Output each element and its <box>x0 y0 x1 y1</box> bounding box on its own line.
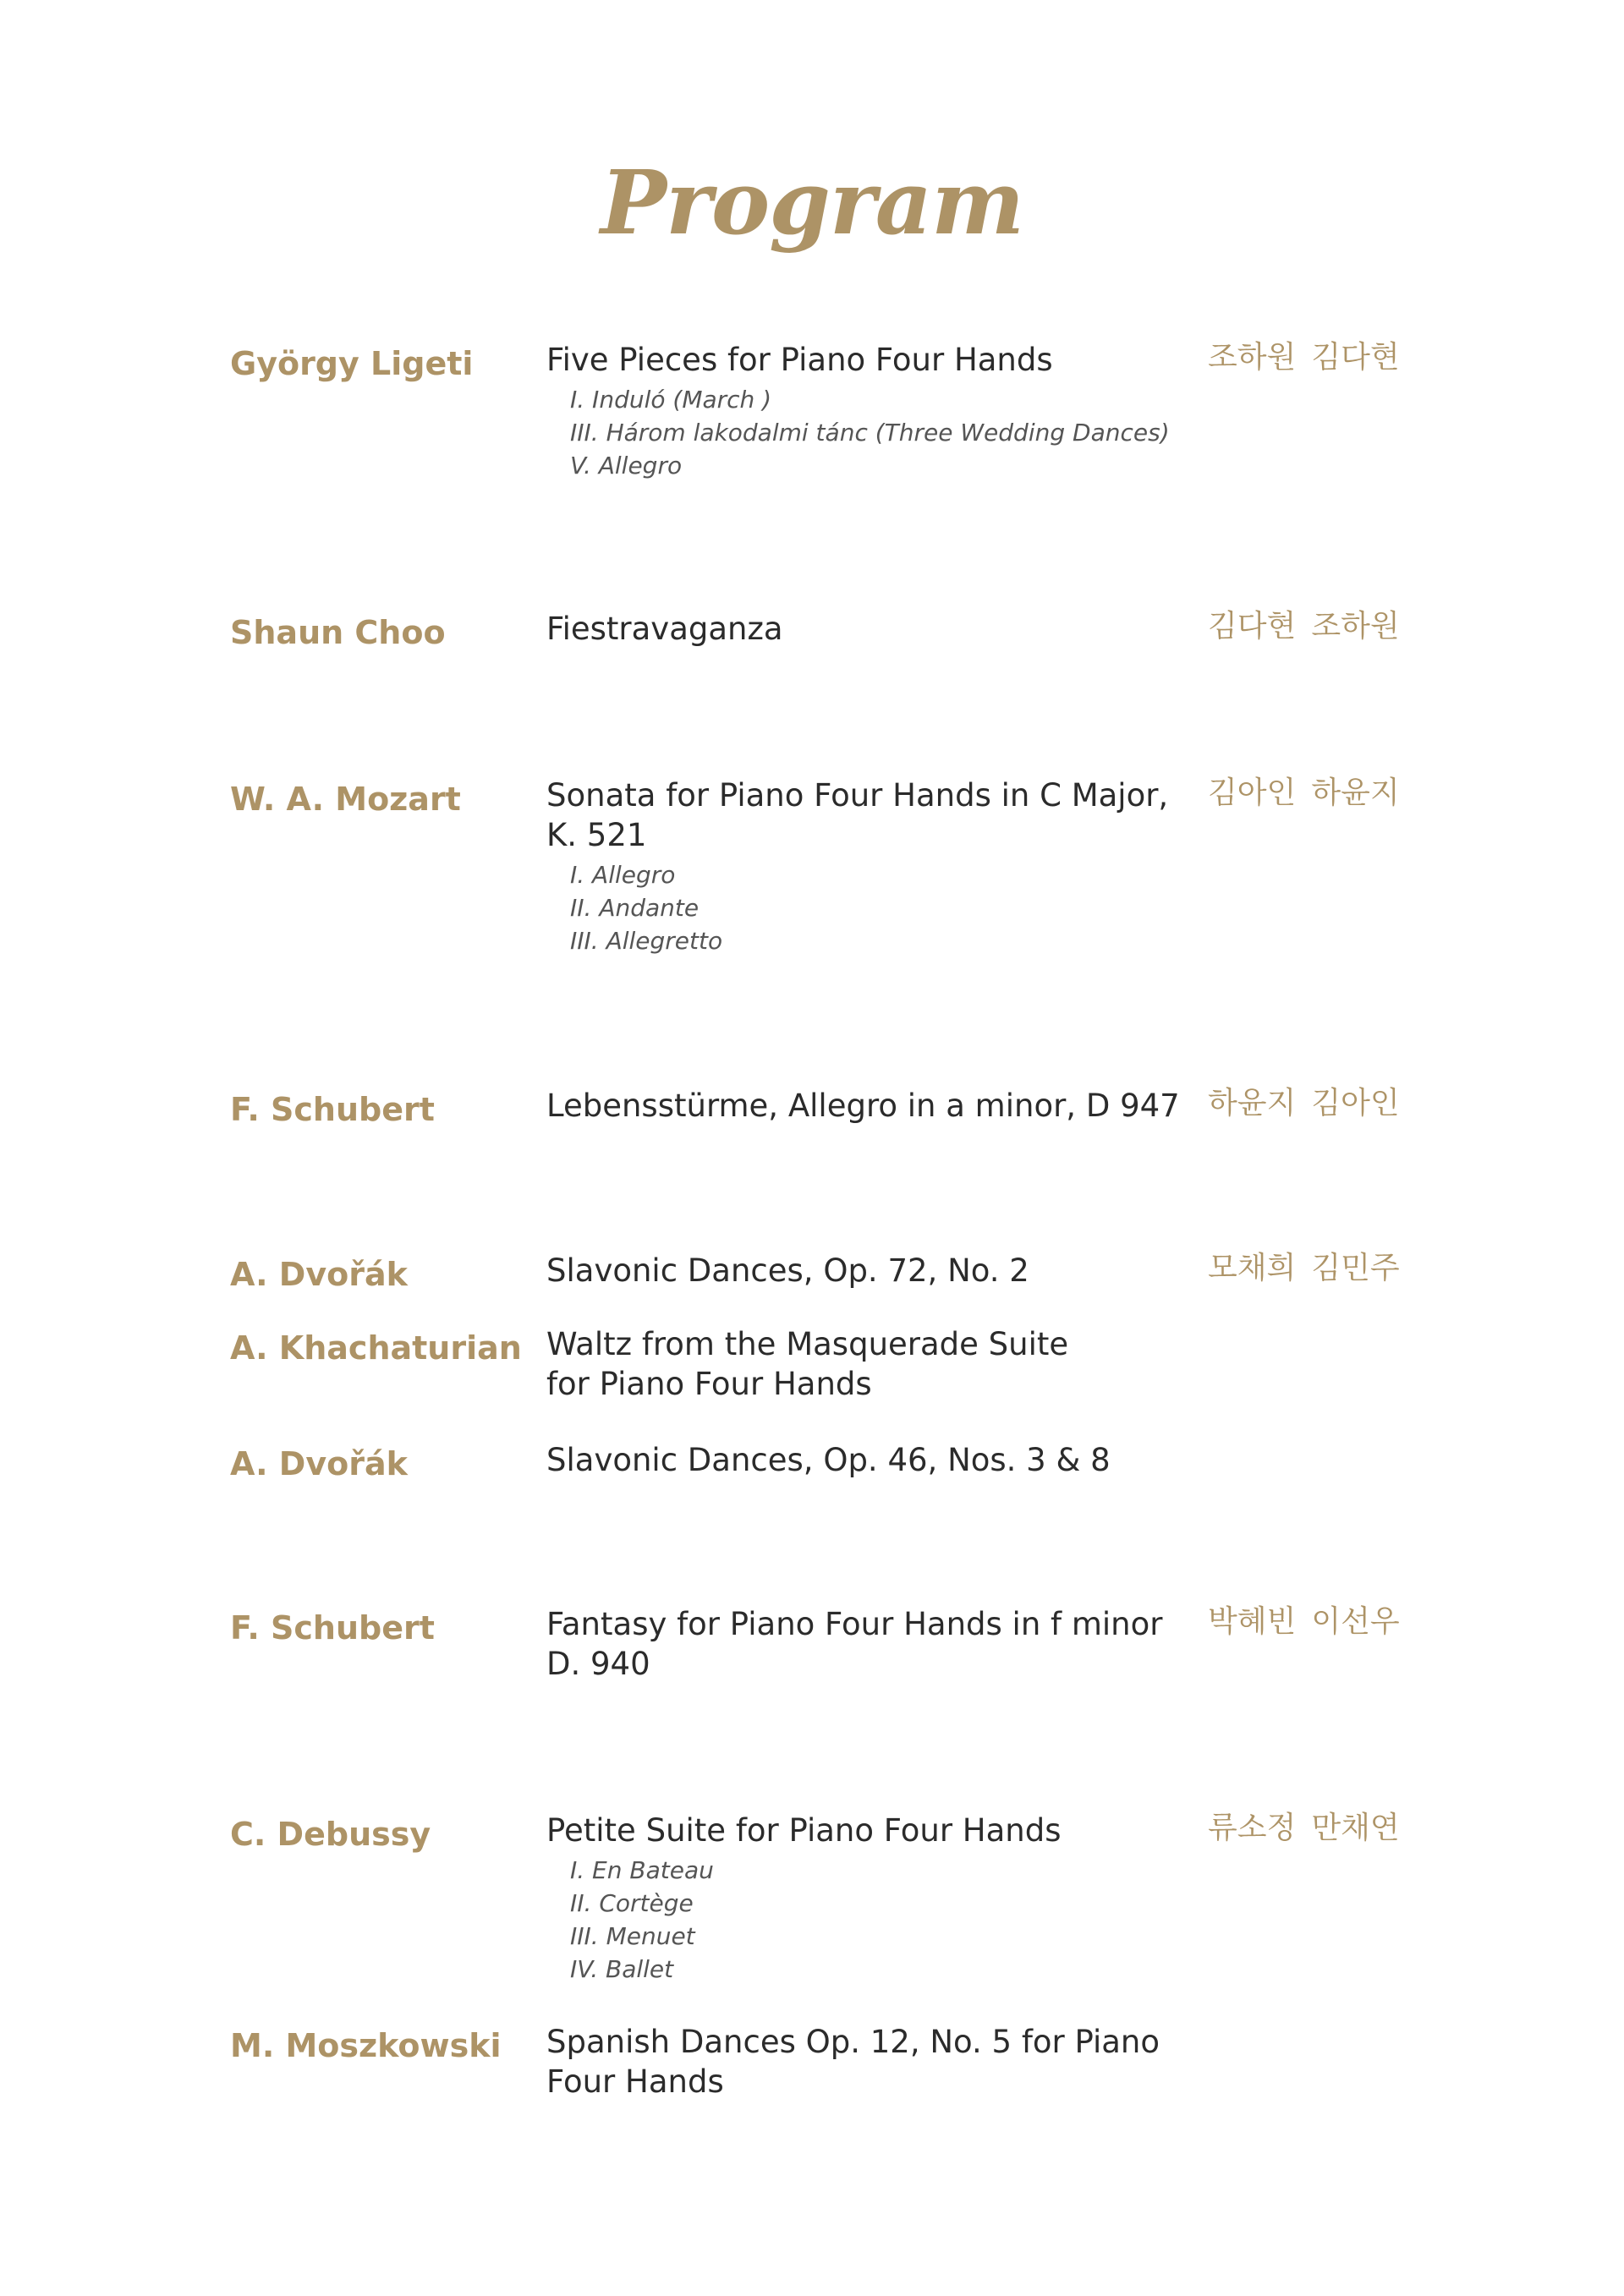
work-info <box>546 1251 1206 1290</box>
work-info <box>546 340 1206 482</box>
movement-item: V. Allegro <box>570 452 683 479</box>
work-title-line: Spanish Dances Op. 12, No. 5 for Piano <box>546 2024 1160 2060</box>
composer-name: Shaun Choo <box>230 614 446 651</box>
performer-name: 류소정 <box>1208 1811 1297 1845</box>
movement-list <box>570 1854 1206 1986</box>
work-info <box>546 1086 1206 1126</box>
work-title-line: Slavonic Dances, Op. 46, Nos. 3 & 8 <box>546 1442 1111 1478</box>
performer-name: 조하원 <box>1311 609 1400 644</box>
composer-name: F. Schubert <box>230 1609 435 1647</box>
work-info <box>546 775 1206 957</box>
work-title-line: Slavonic Dances, Op. 72, No. 2 <box>546 1252 1029 1289</box>
composer-name: György Ligeti <box>230 345 474 382</box>
work-title-line: Sonata for Piano Four Hands in C Major, <box>546 777 1169 814</box>
movement-list <box>570 858 1206 957</box>
movement-item: I. Induló (March ) <box>570 386 772 414</box>
work-info <box>546 609 1206 649</box>
work-info <box>546 1604 1206 1684</box>
composer-name: C. Debussy <box>230 1816 431 1853</box>
performers <box>1208 1083 1400 1124</box>
work-title-line: K. 521 <box>546 817 647 853</box>
composer-name: F. Schubert <box>230 1091 435 1128</box>
page-title: Program <box>600 151 1024 255</box>
work-title-line: Fantasy for Piano Four Hands in f minor <box>546 1606 1163 1642</box>
movement-item: IV. Ballet <box>570 1955 674 1983</box>
work-info <box>546 1440 1206 1480</box>
performer-name: 하윤지 <box>1208 1086 1297 1121</box>
movement-item: III. Menuet <box>570 1922 695 1950</box>
movement-item: I. En Bateau <box>570 1856 714 1884</box>
work-title-line: D. 940 <box>546 1646 650 1682</box>
performer-name: 모채희 <box>1208 1251 1297 1285</box>
performer-name: 김다현 <box>1208 609 1297 644</box>
work-title-line: Fiestravaganza <box>546 611 783 647</box>
performer-name: 이선우 <box>1311 1604 1400 1639</box>
performers <box>1208 1248 1400 1289</box>
work-title-line: for Piano Four Hands <box>546 1366 872 1402</box>
work-info <box>546 1811 1206 1986</box>
work-title-line: Five Pieces for Piano Four Hands <box>546 342 1053 378</box>
performer-name: 하윤지 <box>1311 775 1400 810</box>
work-title-line: Four Hands <box>546 2063 724 2100</box>
performers <box>1208 1602 1400 1642</box>
composer-name: A. Dvořák <box>230 1256 408 1293</box>
composer-name: M. Moszkowski <box>230 2027 502 2064</box>
work-title-line: Lebensstürme, Allegro in a minor, D 947 <box>546 1088 1180 1124</box>
composer-name: A. Dvořák <box>230 1445 408 1482</box>
work-info <box>546 2022 1206 2101</box>
movement-item: II. Andante <box>570 894 700 922</box>
performer-name: 박혜빈 <box>1208 1604 1297 1639</box>
performer-name: 김민주 <box>1311 1251 1400 1285</box>
performers <box>1208 1808 1400 1849</box>
performers <box>1208 606 1400 647</box>
performer-name: 김다현 <box>1311 340 1400 375</box>
movement-item: II. Cortège <box>570 1889 694 1917</box>
composer-name: A. Khachaturian <box>230 1329 522 1367</box>
work-title-line: Waltz from the Masquerade Suite <box>546 1326 1069 1362</box>
movement-item: III. Három lakodalmi tánc (Three Wedding Dances) <box>570 419 1170 447</box>
performer-name: 조하원 <box>1208 340 1297 375</box>
performer-name: 김아인 <box>1311 1086 1400 1121</box>
movement-list <box>570 383 1206 482</box>
performer-name: 김아인 <box>1208 775 1297 810</box>
work-title-line: Petite Suite for Piano Four Hands <box>546 1812 1062 1849</box>
performers <box>1208 337 1400 378</box>
performers <box>1208 773 1400 814</box>
composer-name: W. A. Mozart <box>230 781 461 818</box>
movement-item: I. Allegro <box>570 861 676 889</box>
performer-name: 만채연 <box>1311 1811 1400 1845</box>
work-info <box>546 1324 1206 1404</box>
movement-item: III. Allegretto <box>570 927 723 955</box>
